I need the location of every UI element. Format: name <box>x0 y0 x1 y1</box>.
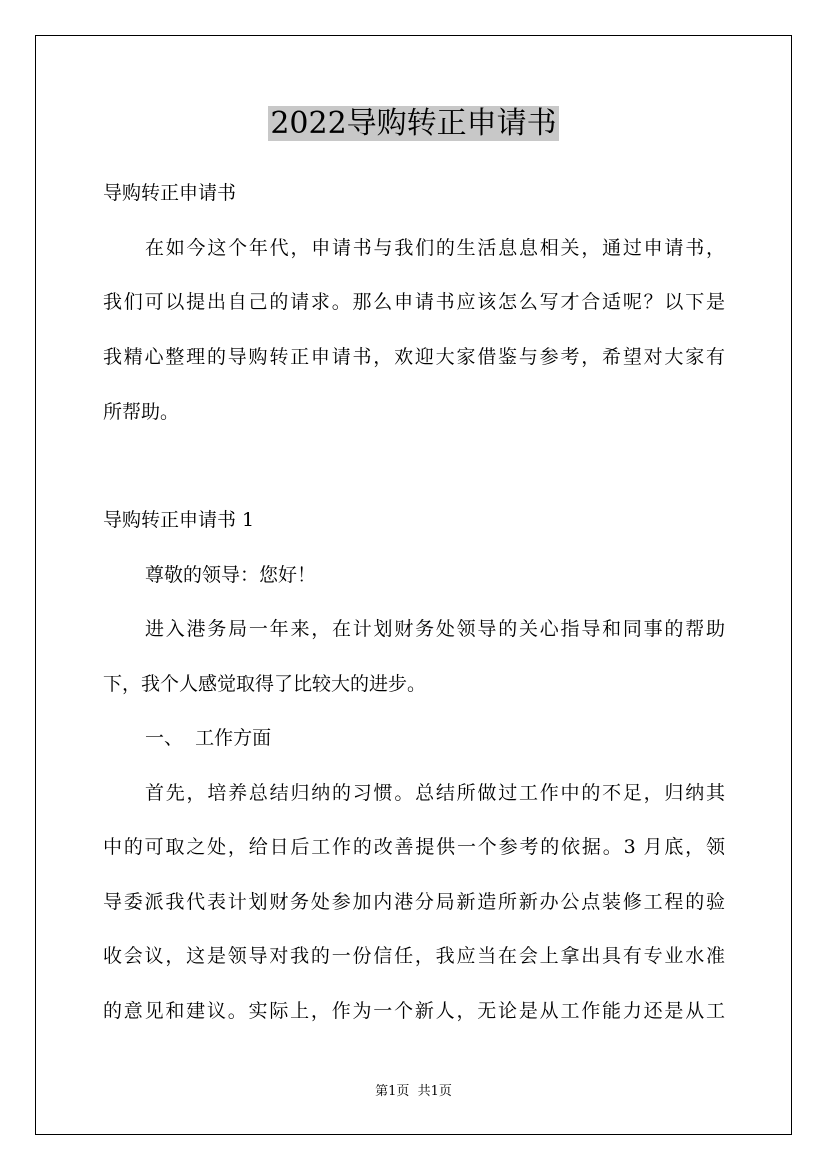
paragraph-line: 的意见和建议。实际上，作为一个新人，无论是从工作能力还是从工 <box>103 1000 725 1022</box>
document-title <box>0 104 827 144</box>
section-heading: 导购转正申请书 <box>103 182 237 204</box>
document-title-text: 2022导购转正申请书 <box>270 106 557 141</box>
paragraph-line: 在如今这个年代，申请书与我们的生活息息相关，通过申请书， <box>145 237 725 259</box>
salutation: 尊敬的领导：您好！ <box>145 564 317 586</box>
paragraph-line: 导委派我代表计划财务处参加内港分局新造所新办公点装修工程的验 <box>103 891 725 913</box>
paragraph-line: 收会议，这是领导对我的一份信任，我应当在会上拿出具有专业水准 <box>103 945 725 967</box>
paragraph-line: 下，我个人感觉取得了比较大的进步。 <box>103 673 427 695</box>
paragraph-line: 我们可以提出自己的请求。那么申请书应该怎么写才合适呢？以下是 <box>103 291 725 313</box>
paragraph-line: 进入港务局一年来，在计划财务处领导的关心指导和同事的帮助 <box>145 618 725 640</box>
paragraph-line: 中的可取之处，给日后工作的改善提供一个参考的依据。3 月底，领 <box>103 836 725 858</box>
page-footer: 第1页 共1页 <box>375 1084 452 1099</box>
section-heading: 导购转正申请书 1 <box>103 509 255 531</box>
paragraph-line: 首先，培养总结归纳的习惯。总结所做过工作中的不足，归纳其 <box>145 782 725 804</box>
paragraph-line: 我精心整理的导购转正申请书，欢迎大家借鉴与参考，希望对大家有 <box>103 346 725 368</box>
subsection-heading: 一、 工作方面 <box>145 727 272 749</box>
paragraph-line: 所帮助。 <box>103 401 180 423</box>
